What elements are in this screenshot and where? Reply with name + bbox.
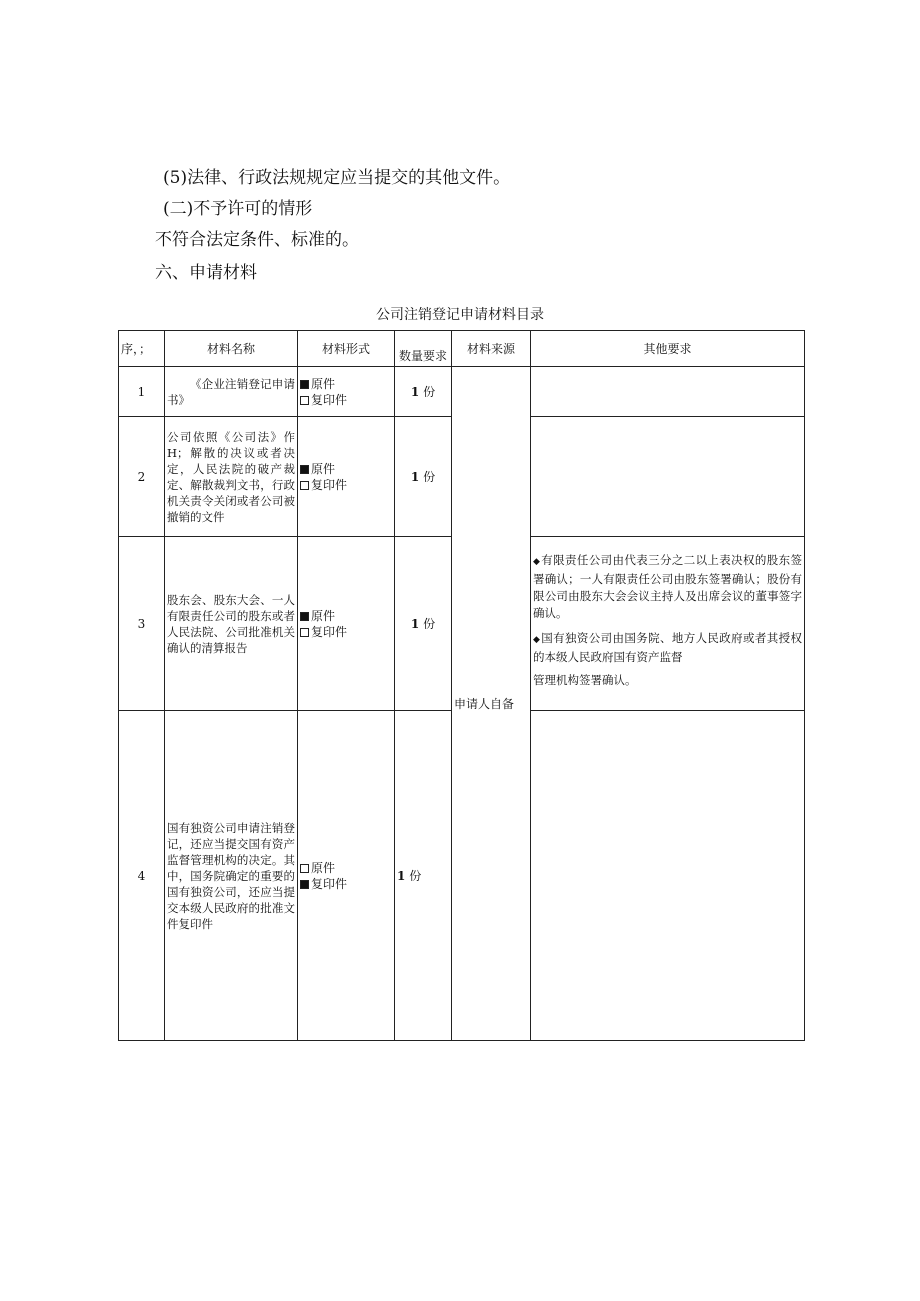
original-label: 原件 bbox=[311, 608, 336, 623]
copy-checkbox[interactable] bbox=[300, 628, 309, 637]
qty-number: 1 bbox=[410, 384, 420, 399]
row-material-name: 《企业注销登记申请书》 bbox=[165, 367, 298, 417]
qty-unit: 份 bbox=[423, 469, 436, 484]
paragraph-not-permitted-heading: (二)不予许可的情形 bbox=[163, 199, 313, 219]
header-qty: 数量要求 bbox=[395, 331, 452, 367]
row-qty bbox=[395, 711, 452, 1041]
copy-checkbox[interactable] bbox=[300, 880, 309, 889]
qty-number: 1 bbox=[397, 868, 406, 883]
row-material-name: 股东会、股东大会、一人有限责任公司的股东或者人民法院、公司批准机关确认的清算报告 bbox=[165, 537, 298, 711]
table-header-row bbox=[119, 331, 805, 367]
header-other: 其他要求 bbox=[531, 331, 805, 367]
diamond-bullet-icon: ◆ bbox=[533, 557, 541, 567]
row-seq: 1 bbox=[119, 367, 165, 417]
other-requirement-2: 国有独资公司由国务院、地方人民政府或者其授权的本级人民政府国有资产监督 bbox=[533, 631, 803, 664]
header-source: 材料来源 bbox=[452, 331, 531, 367]
original-checkbox[interactable] bbox=[300, 612, 309, 621]
original-label: 原件 bbox=[311, 860, 336, 875]
row-qty bbox=[395, 367, 452, 417]
row-other-requirements bbox=[531, 537, 805, 711]
row-material-name: 国有独资公司申请注销登记，还应当提交国有资产监督管理机构的决定。其中，国务院确定的重要的国有独资公司，还应当提交本级人民政府的批准文件复印件 bbox=[165, 711, 298, 1041]
paragraph-not-compliant: 不符合法定条件、标准的。 bbox=[155, 230, 359, 250]
original-checkbox[interactable] bbox=[300, 465, 309, 474]
materials-table bbox=[118, 330, 805, 1041]
qty-unit: 份 bbox=[423, 616, 436, 631]
row-form bbox=[298, 711, 395, 1041]
copy-label: 复印件 bbox=[311, 876, 348, 891]
material-source: 申请人自备 bbox=[452, 367, 531, 1041]
section-heading-application-materials: 六、申请材料 bbox=[155, 263, 257, 283]
other-requirement-3: 管理机构签署确认。 bbox=[533, 673, 637, 687]
row-other-empty bbox=[531, 367, 805, 417]
copy-checkbox[interactable] bbox=[300, 396, 309, 405]
original-checkbox[interactable] bbox=[300, 864, 309, 873]
table-row bbox=[119, 367, 805, 417]
qty-unit: 份 bbox=[409, 868, 422, 883]
copy-label: 复印件 bbox=[311, 624, 348, 639]
qty-number: 1 bbox=[410, 616, 420, 631]
row-seq: 3 bbox=[119, 537, 165, 711]
diamond-bullet-icon: ◆ bbox=[533, 635, 541, 645]
row-form bbox=[298, 537, 395, 711]
other-requirement-1: 有限责任公司由代表三分之二以上表决权的股东签署确认；一人有限责任公司由股东签署确认；股份有限公司由股东大会会议主持人及出席会议的董事签字确认。 bbox=[533, 553, 803, 620]
row-material-name: 公司依照《公司法》作H；解散的决议或者决定，人民法院的破产裁定、解散裁判文书，行政机关责令关闭或者公司被撤销的文件 bbox=[165, 417, 298, 537]
row-qty bbox=[395, 417, 452, 537]
row-form bbox=[298, 367, 395, 417]
copy-label: 复印件 bbox=[311, 477, 348, 492]
qty-unit: 份 bbox=[423, 384, 436, 399]
row-qty bbox=[395, 537, 452, 711]
header-form: 材料形式 bbox=[298, 331, 395, 367]
original-label: 原件 bbox=[311, 376, 336, 391]
table-title: 公司注销登记申请材料目录 bbox=[376, 307, 544, 323]
original-label: 原件 bbox=[311, 461, 336, 476]
header-seq: 序，； bbox=[119, 331, 165, 367]
row-other-empty bbox=[531, 711, 805, 1041]
row-seq: 4 bbox=[119, 711, 165, 1041]
copy-checkbox[interactable] bbox=[300, 481, 309, 490]
original-checkbox[interactable] bbox=[300, 380, 309, 389]
row-form bbox=[298, 417, 395, 537]
row-seq: 2 bbox=[119, 417, 165, 537]
header-name: 材料名称 bbox=[165, 331, 298, 367]
row-other-empty bbox=[531, 417, 805, 537]
qty-number: 1 bbox=[410, 469, 420, 484]
paragraph-other-documents: (5)法律、行政法规规定应当提交的其他文件。 bbox=[163, 168, 511, 188]
copy-label: 复印件 bbox=[311, 392, 348, 407]
